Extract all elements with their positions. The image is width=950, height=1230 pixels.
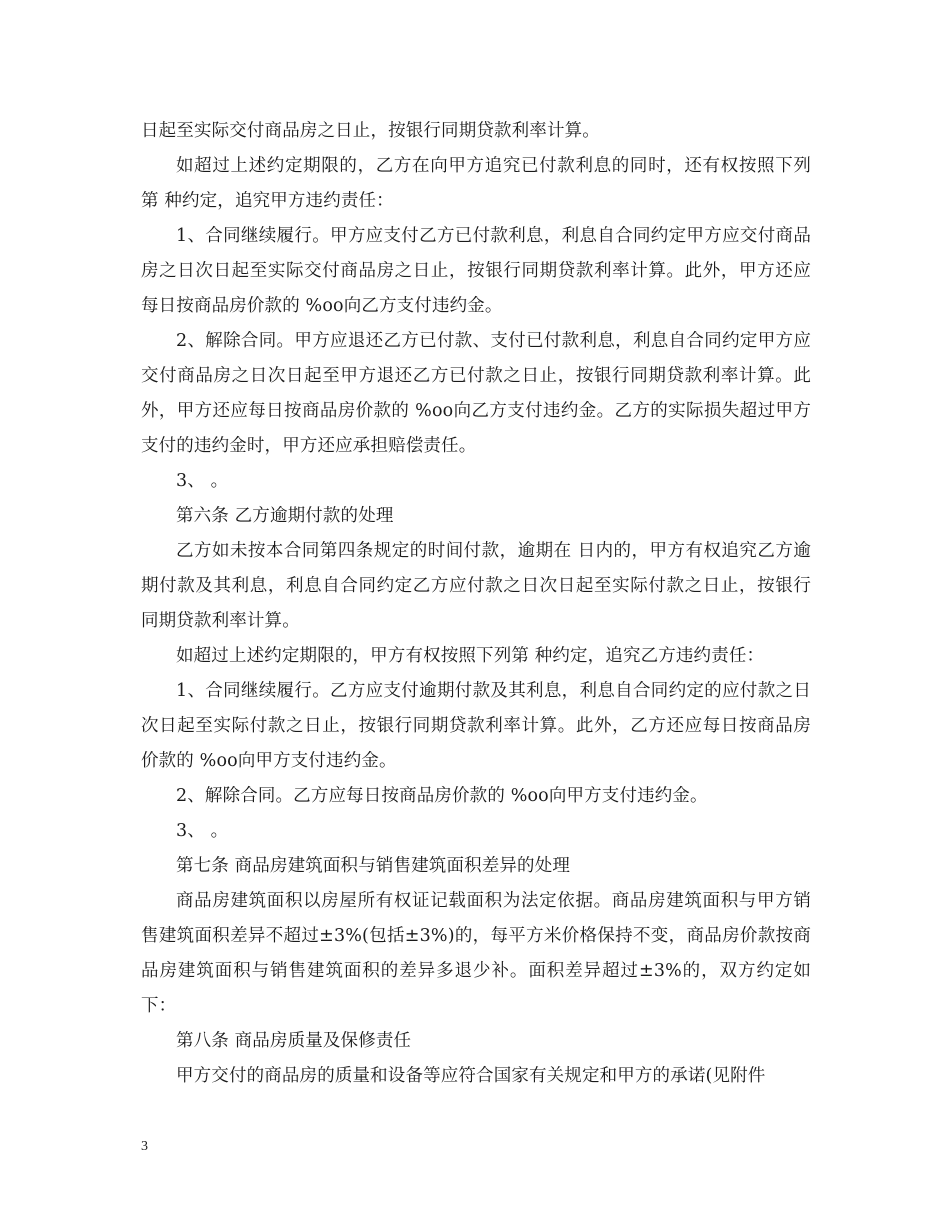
page-number: 3 [141, 1139, 148, 1154]
list-item: 1、合同继续履行。甲方应支付乙方已付款利息，利息自合同约定甲方应交付商品房之日次日起至实际交付商品房之日止，按银行同期贷款利率计算。此外，甲方还应每日按商品房价款的 %oo向乙方支付违约金。 [141, 226, 811, 316]
section-heading: 第八条 商品房质量及保修责任 [176, 1031, 412, 1051]
list-item: 2、解除合同。甲方应退还乙方已付款、支付已付款利息，利息自合同约定甲方应交付商品房之日次日起至甲方退还乙方已付款之日止，按银行同期贷款利率计算。此外，甲方还应每日按商品房价款的 %oo向乙方支付违约金。乙方的实际损失超过甲方支付的违约金时，甲方还应承担赔偿责任。 [141, 331, 811, 456]
paragraph: 日起至实际交付商品房之日止，按银行同期贷款利率计算。 [141, 121, 600, 141]
document-body [141, 114, 811, 1094]
list-item: 3、 。 [176, 821, 229, 841]
list-item: 3、 。 [176, 471, 229, 491]
section-heading: 第六条 乙方逾期付款的处理 [176, 506, 394, 526]
paragraph: 如超过上述约定期限的，乙方在向甲方追究已付款利息的同时，还有权按照下列第 种约定，追究甲方违约责任： [141, 156, 811, 211]
section-heading: 第七条 商品房建筑面积与销售建筑面积差异的处理 [176, 856, 571, 876]
paragraph: 甲方交付的商品房的质量和设备等应符合国家有关规定和甲方的承诺(见附件 [176, 1066, 766, 1086]
paragraph: 乙方如未按本合同第四条规定的时间付款，逾期在 日内的，甲方有权追究乙方逾期付款及其利息，利息自合同约定乙方应付款之日次日起至实际付款之日止，按银行同期贷款利率计算。 [141, 541, 811, 631]
list-item: 2、解除合同。乙方应每日按商品房价款的 %oo向甲方支付违约金。 [176, 786, 708, 806]
paragraph: 如超过上述约定期限的，甲方有权按照下列第 种约定，追究乙方违约责任： [176, 646, 765, 666]
paragraph: 商品房建筑面积以房屋所有权证记载面积为法定依据。商品房建筑面积与甲方销售建筑面积差异不超过±3%(包括±3%)的，每平方米价格保持不变，商品房价款按商品房建筑面积与销售建筑面积的差异多退少补。面积差异超过±3%的，双方约定如下： [141, 891, 811, 1016]
list-item: 1、合同继续履行。乙方应支付逾期付款及其利息，利息自合同约定的应付款之日次日起至实际付款之日止，按银行同期贷款利率计算。此外，乙方还应每日按商品房价款的 %oo向甲方支付违约金。 [141, 681, 811, 771]
